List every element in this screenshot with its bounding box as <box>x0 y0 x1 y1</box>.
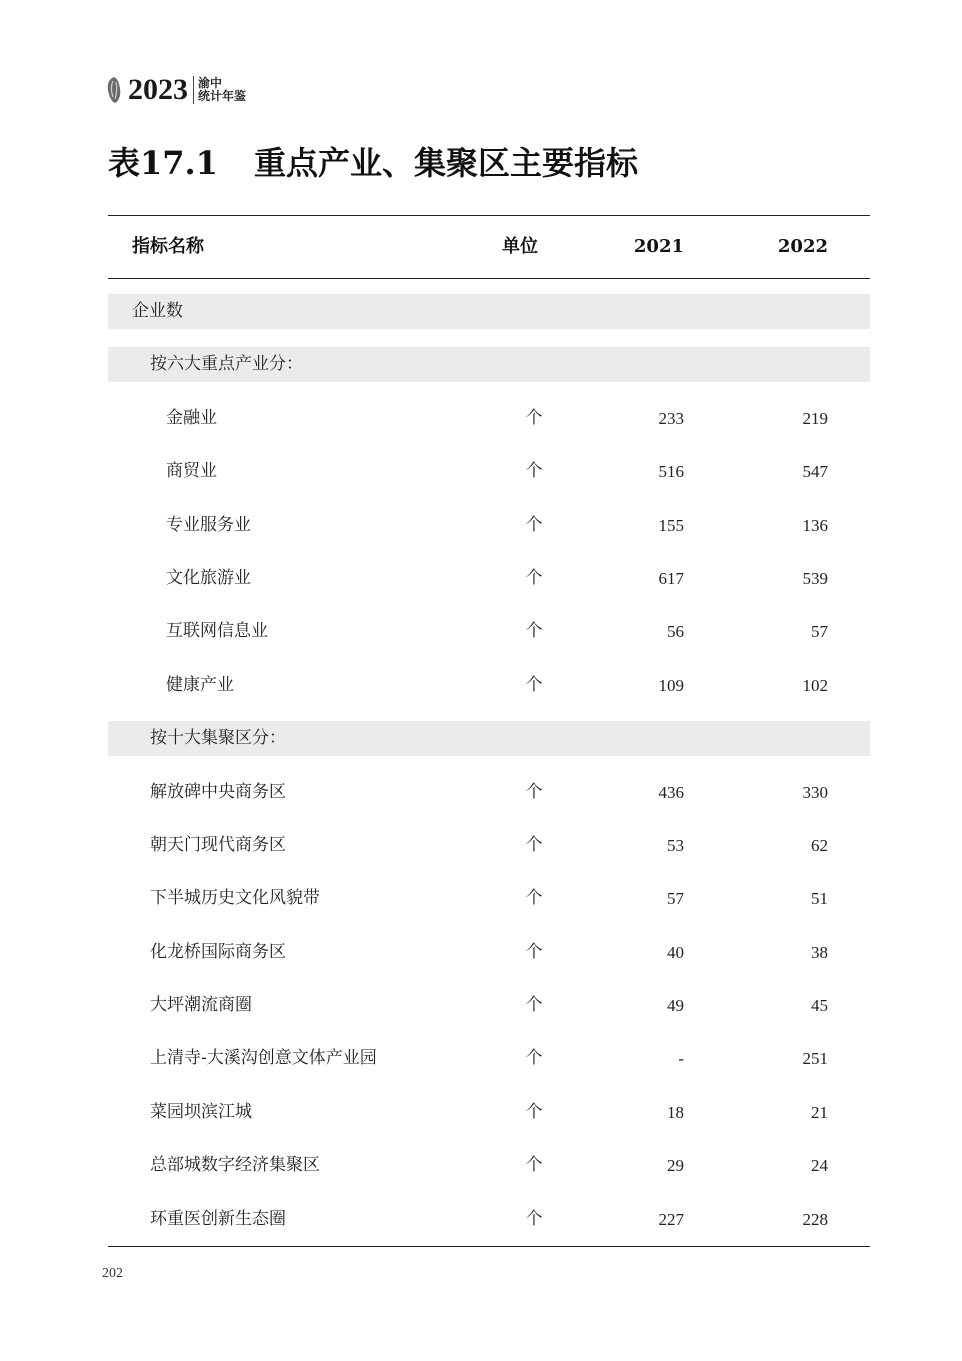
table-row <box>108 392 870 445</box>
row-unit: 个 <box>525 621 543 642</box>
table-row <box>108 712 870 765</box>
row-unit <box>522 285 546 338</box>
table-row <box>108 552 870 605</box>
row-value-2022: 45 <box>811 996 828 1016</box>
row-unit: 个 <box>525 567 543 588</box>
column-header-name: 指标名称 <box>132 236 204 257</box>
row-unit: 个 <box>525 1208 543 1229</box>
row-value-2022: 24 <box>811 1156 828 1176</box>
row-value-2021: 57 <box>667 889 684 909</box>
row-indicator-name: 文化旅游业 <box>166 567 251 588</box>
row-unit: 个 <box>525 674 543 695</box>
row-indicator-name: 朝天门现代商务区 <box>150 834 286 855</box>
yearbook-name-line2: 统计年鉴 <box>198 89 247 103</box>
table-number: 表17.1 <box>108 144 218 182</box>
table-bottom-rule <box>108 1246 870 1247</box>
table-title-text: 重点产业、集聚区主要指标 <box>253 144 638 182</box>
row-unit: 个 <box>525 1155 543 1176</box>
row-indicator-name: 解放碑中央商务区 <box>150 781 286 802</box>
row-value-2021: 40 <box>667 942 684 962</box>
row-unit: 个 <box>525 834 543 855</box>
row-indicator-name: 互联网信息业 <box>166 621 268 642</box>
row-unit: 个 <box>525 888 543 909</box>
table-row <box>108 872 870 925</box>
yearbook-name-line1: 渝中 <box>198 76 223 90</box>
table-row <box>108 1193 870 1246</box>
table-row <box>108 445 870 498</box>
row-indicator-name: 大坪潮流商圈 <box>150 995 252 1016</box>
row-unit: 个 <box>525 941 543 962</box>
column-header-unit: 单位 <box>502 236 538 257</box>
row-indicator-name: 总部城数字经济集聚区 <box>150 1155 320 1176</box>
row-indicator-name: 企业数 <box>132 301 183 321</box>
row-value-2022: 219 <box>802 408 828 428</box>
yearbook-year: 2023 <box>128 73 188 106</box>
row-value-2022: 62 <box>811 835 828 855</box>
row-unit: 个 <box>525 781 543 802</box>
row-indicator-name: 金融业 <box>166 407 217 428</box>
row-value-2021: 49 <box>667 996 684 1016</box>
row-indicator-name: 环重医创新生态圈 <box>150 1208 286 1229</box>
table-row <box>108 819 870 872</box>
table-row <box>108 766 870 819</box>
row-value-2022: 228 <box>802 1209 828 1229</box>
row-value-2022: 547 <box>802 462 828 482</box>
row-indicator-name: 商贸业 <box>166 461 217 482</box>
row-indicator-name: 化龙桥国际商务区 <box>150 941 286 962</box>
column-header-2021: 2021 <box>633 236 684 257</box>
row-unit: 个 <box>525 995 543 1016</box>
yearbook-name <box>198 77 246 103</box>
page-number: 202 <box>102 1266 123 1281</box>
table-title <box>108 138 638 184</box>
row-indicator-name: 专业服务业 <box>166 514 251 535</box>
table-row <box>108 338 870 391</box>
row-indicator-name: 上清寺-大溪沟创意文体产业园 <box>150 1048 377 1069</box>
table-row <box>108 499 870 552</box>
row-value-2021: - <box>678 1049 684 1069</box>
row-value-2021: 617 <box>658 568 684 588</box>
table-row <box>108 1086 870 1139</box>
row-value-2022: 21 <box>811 1102 828 1122</box>
row-value-2022: 57 <box>811 622 828 642</box>
column-header-2022: 2022 <box>777 236 828 257</box>
row-value-2022: 251 <box>802 1049 828 1069</box>
row-value-2021: 436 <box>658 782 684 802</box>
row-value-2022: 102 <box>802 675 828 695</box>
row-indicator-name: 下半城历史文化风貌带 <box>150 888 320 909</box>
row-band-shading <box>108 294 870 329</box>
row-value-2022: 136 <box>802 515 828 535</box>
row-indicator-name: 健康产业 <box>166 674 234 695</box>
row-value-2022: 539 <box>802 568 828 588</box>
table-row <box>108 659 870 712</box>
row-unit: 个 <box>525 514 543 535</box>
row-indicator-name: 按十大集聚区分： <box>150 728 286 749</box>
row-value-2022: 38 <box>811 942 828 962</box>
table-row <box>108 926 870 979</box>
table-row <box>108 605 870 658</box>
table-row <box>108 1139 870 1192</box>
row-value-2022: 51 <box>811 889 828 909</box>
table-body <box>108 285 870 1246</box>
table-row <box>108 285 870 338</box>
row-unit <box>522 338 546 391</box>
header-divider <box>193 76 194 104</box>
row-value-2021: 227 <box>658 1209 684 1229</box>
row-value-2021: 109 <box>658 675 684 695</box>
chaotianmen-logo-icon <box>106 76 122 104</box>
table-header <box>108 216 870 278</box>
row-unit <box>522 712 546 765</box>
row-unit: 个 <box>525 461 543 482</box>
row-value-2021: 56 <box>667 622 684 642</box>
table-row <box>108 1032 870 1085</box>
row-value-2021: 516 <box>658 462 684 482</box>
row-value-2021: 53 <box>667 835 684 855</box>
row-unit: 个 <box>525 407 543 428</box>
row-unit: 个 <box>525 1101 543 1122</box>
row-unit: 个 <box>525 1048 543 1069</box>
row-value-2021: 233 <box>658 408 684 428</box>
row-value-2021: 18 <box>667 1102 684 1122</box>
row-value-2021: 155 <box>658 515 684 535</box>
row-value-2022: 330 <box>802 782 828 802</box>
table-row <box>108 979 870 1032</box>
indicator-table <box>108 215 870 1247</box>
row-indicator-name: 菜园坝滨江城 <box>150 1101 252 1122</box>
row-indicator-name: 按六大重点产业分： <box>150 354 303 375</box>
yearbook-header <box>106 72 246 108</box>
row-value-2021: 29 <box>667 1156 684 1176</box>
